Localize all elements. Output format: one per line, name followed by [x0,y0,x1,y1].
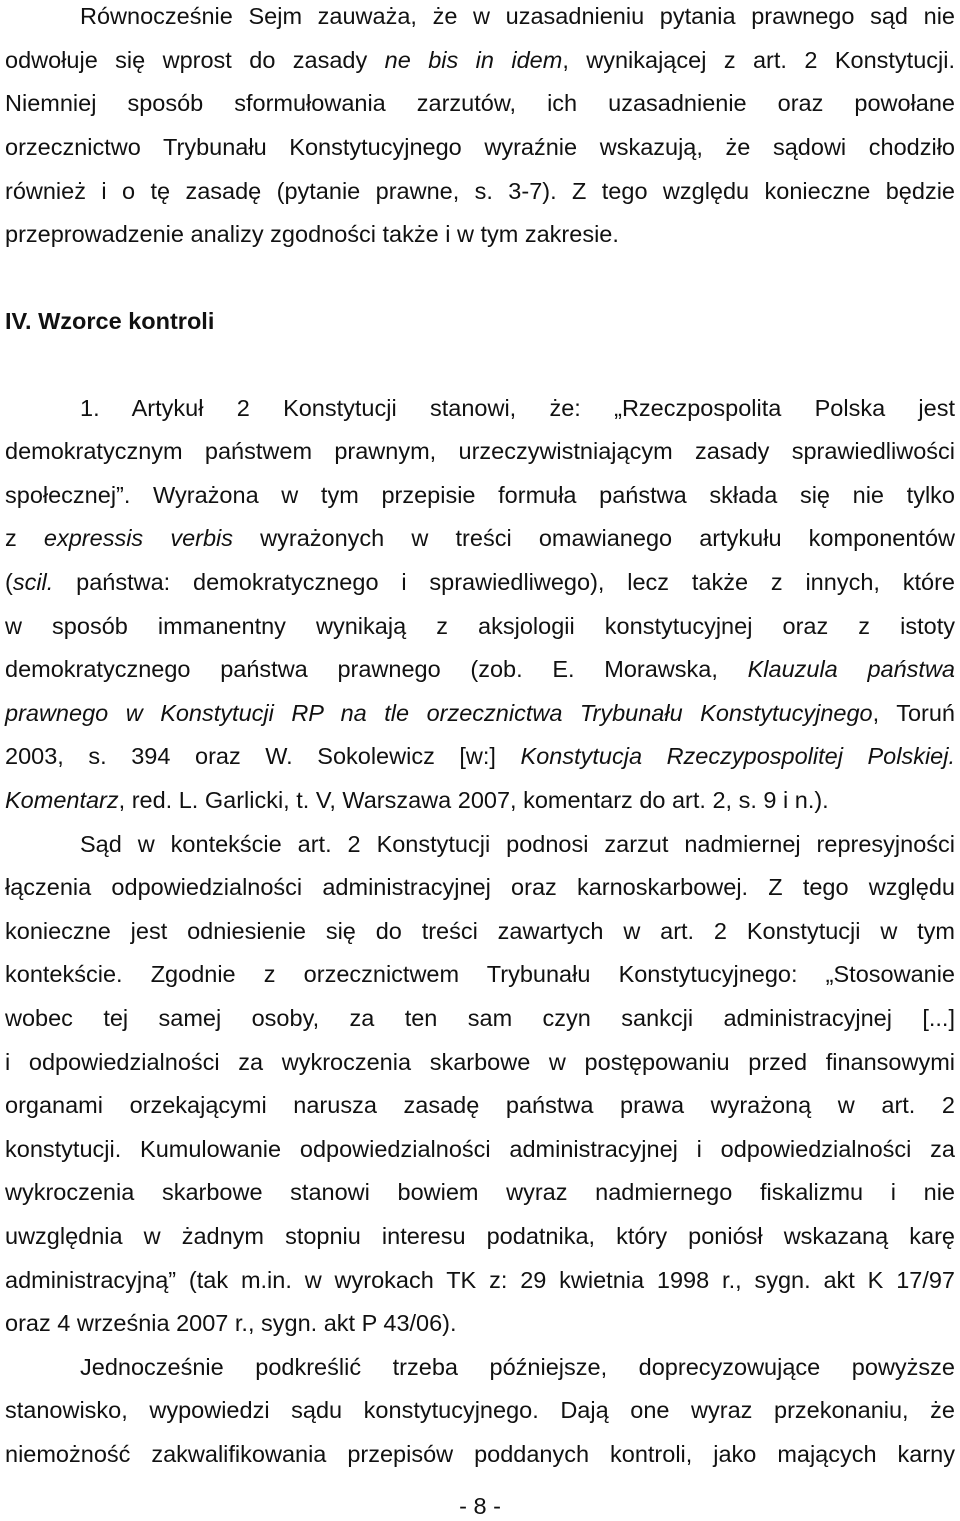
text-line: łączenia odpowiedzialności administracyjnej oraz karnoskarbowej. Z tego względu [5,874,955,900]
text-line: konieczne jest odniesienie się do treści zawartych w art. 2 Konstytucji w tym [5,918,955,944]
text-line: oraz 4 września 2007 r., sygn. akt P 43/06). [5,1310,457,1336]
page-number: - 8 - [459,1493,501,1519]
text-line: i odpowiedzialności za wykroczenia skarbowe w postępowaniu przed finansowymi [5,1049,955,1075]
text-line: 1. Artykuł 2 Konstytucji stanowi, że: „Rzeczpospolita Polska jest [80,395,955,421]
text-line: konstytucji. Kumulowanie odpowiedzialności administracyjnej i odpowiedzialności za [5,1136,955,1162]
text-line: Komentarz, red. L. Garlicki, t. V, Warszawa 2007, komentarz do art. 2, s. 9 i n.). [5,787,829,813]
text-line: administracyjną” (tak m.in. w wyrokach TK z: 29 kwietnia 1998 r., sygn. akt K 17/97 [5,1267,955,1293]
text-line: (scil. państwa: demokratycznego i sprawiedliwego), lecz także z innych, które [5,569,955,595]
text-line: uwzględnia w żadnym stopniu interesu podatnika, który poniósł wskazaną karę [5,1223,955,1249]
text-line: wobec tej samej osoby, za ten sam czyn sankcji administracyjnej [...] [5,1005,955,1031]
text-line: Sąd w kontekście art. 2 Konstytucji podnosi zarzut nadmiernej represyjności [80,831,955,857]
text-line: z expressis verbis wyrażonych w treści omawianego artykułu komponentów [5,525,955,551]
text-line: demokratycznym państwem prawnym, urzeczywistniającym zasady sprawiedliwości [5,438,955,464]
section-heading: IV. Wzorce kontroli [5,308,215,334]
text-line: społecznej”. Wyrażona w tym przepisie formuła państwa składa się nie tylko [5,482,955,508]
text-line: Równocześnie Sejm zauważa, że w uzasadnieniu pytania prawnego sąd nie [80,3,955,29]
text-line: również i o tę zasadę (pytanie prawne, s. 3-7). Z tego względu konieczne będzie [5,178,955,204]
text-line: organami orzekającymi narusza zasadę państwa prawa wyrażoną w art. 2 [5,1092,955,1118]
text-line: prawnego w Konstytucji RP na tle orzecznictwa Trybunału Konstytucyjnego, Toruń [5,700,956,726]
text-line: w sposób immanentny wynikają z aksjologii konstytucyjnej oraz z istoty [5,613,955,639]
text-line: 2003, s. 394 oraz W. Sokolewicz [w:] Konstytucja Rzeczypospolitej Polskiej. [5,743,955,769]
text-line: niemożność zakwalifikowania przepisów poddanych kontroli, jako mających karny [5,1441,955,1467]
text-line: stanowisko, wypowiedzi sądu konstytucyjnego. Dają one wyraz przekonaniu, że [5,1397,955,1423]
text-line: odwołuje się wprost do zasady ne bis in idem, wynikającej z art. 2 Konstytucji. [5,47,955,73]
text-line: demokratycznego państwa prawnego (zob. E. Morawska, Klauzula państwa [5,656,956,682]
text-line: orzecznictwo Trybunału Konstytucyjnego wyraźnie wskazują, że sądowi chodziło [5,134,955,160]
text-line: Jednocześnie podkreślić trzeba późniejsze, doprecyzowujące powyższe [80,1354,955,1380]
text-line: kontekście. Zgodnie z orzecznictwem Trybunału Konstytucyjnego: „Stosowanie [5,961,955,987]
text-line: przeprowadzenie analizy zgodności także i w tym zakresie. [5,221,619,247]
text-line: Niemniej sposób sformułowania zarzutów, ich uzasadnienie oraz powołane [5,90,955,116]
text-line: wykroczenia skarbowe stanowi bowiem wyraz nadmiernego fiskalizmu i nie [5,1179,955,1205]
